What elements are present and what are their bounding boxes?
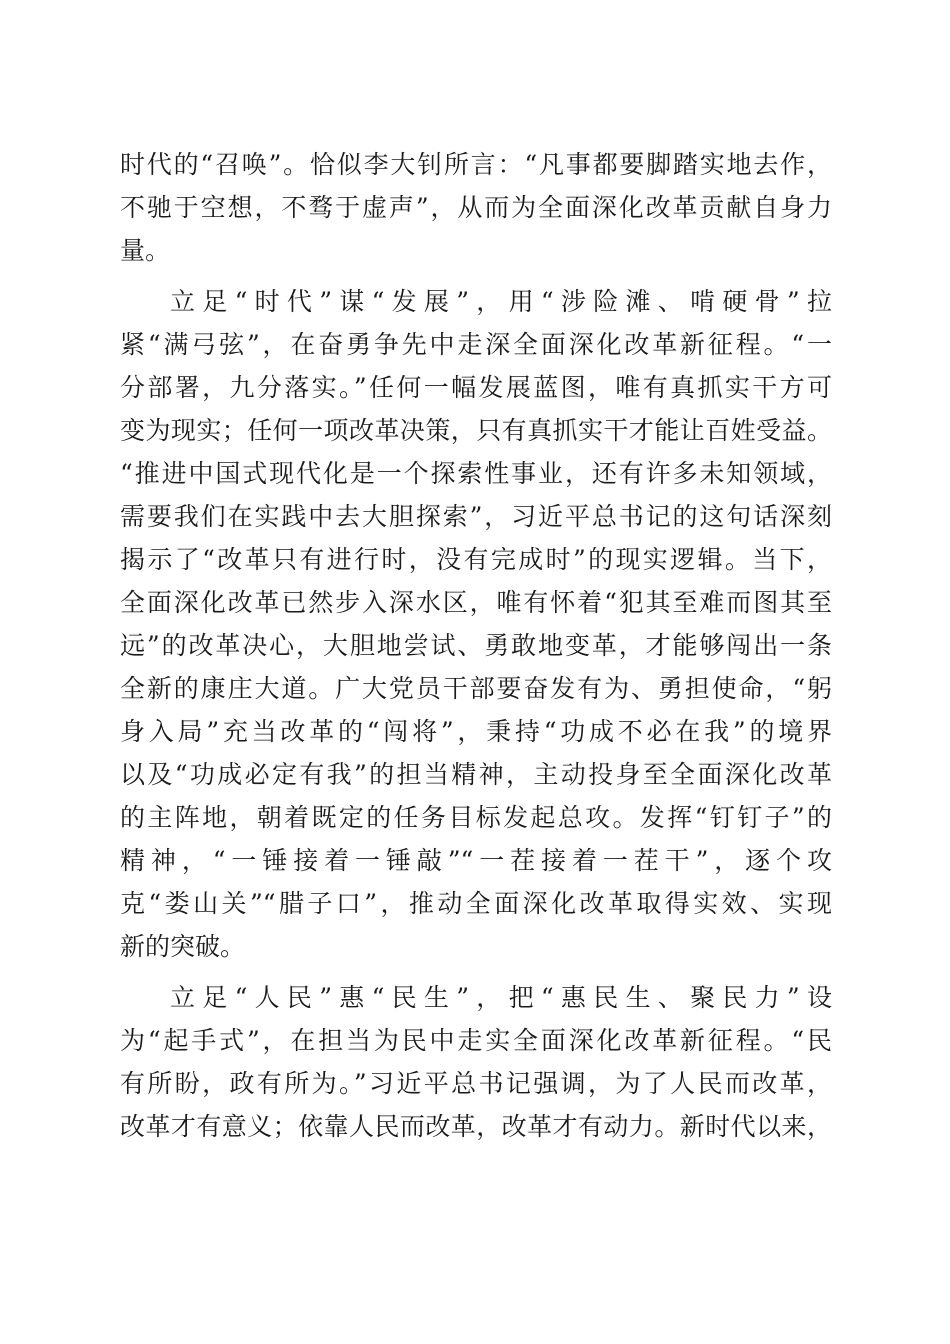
paragraph-first-line: 立足“时代”谋“发展”，用“涉险滩、啃硬骨”拉 — [170, 287, 832, 316]
text-line: 揭示了“改革只有进行时，没有完成时”的现实逻辑。当下， — [120, 545, 832, 574]
text-line: 全新的康庄大道。广大党员干部要奋发有为、勇担使命，“躬 — [120, 674, 832, 703]
text-line: 紧“满弓弦”，在奋勇争先中走深全面深化改革新征程。“一 — [120, 330, 832, 359]
text-line: 不驰于空想，不骛于虚声”，从而为全面深化改革贡献自身力 — [120, 193, 832, 222]
text-line: 精神，“一锤接着一锤敲”“一茬接着一茬干”，逐个攻 — [120, 846, 832, 875]
text-line: 为“起手式”，在担当为民中走实全面深化改革新征程。“民 — [120, 1026, 832, 1055]
text-line: 以及“功成必定有我”的担当精神，主动投身至全面深化改革 — [120, 760, 832, 789]
text-line: 分部署，九分落实。”任何一幅发展蓝图，唯有真抓实干方可 — [120, 373, 832, 402]
text-line: 克“娄山关”“腊子口”，推动全面深化改革取得实效、实现 — [120, 889, 832, 918]
text-line: 量。 — [120, 236, 171, 265]
text-line: 改革才有意义；依靠人民而改革，改革才有动力。新时代以来， — [120, 1112, 832, 1141]
text-line: 有所盼，政有所为。”习近平总书记强调，为了人民而改革， — [120, 1069, 832, 1098]
text-line: 远”的改革决心，大胆地尝试、勇敢地变革，才能够闯出一条 — [120, 631, 832, 660]
text-line: “推进中国式现代化是一个探索性事业，还有许多未知领域， — [120, 459, 832, 488]
text-line: 的主阵地，朝着既定的任务目标发起总攻。发挥“钉钉子”的 — [120, 803, 832, 832]
paragraph-first-line: 立足“人民”惠“民生”，把“惠民生、聚民力”设 — [170, 983, 832, 1012]
text-line: 变为现实；任何一项改革决策，只有真抓实干才能让百姓受益。 — [120, 416, 832, 445]
text-line: 新的突破。 — [120, 932, 246, 961]
text-line: 身入局”充当改革的“闯将”，秉持“功成不必在我”的境界 — [120, 717, 832, 746]
text-line: 需要我们在实践中去大胆探索”，习近平总书记的这句话深刻 — [120, 502, 832, 531]
text-line: 时代的“召唤”。恰似李大钊所言：“凡事都要脚踏实地去作， — [120, 150, 832, 179]
text-line: 全面深化改革已然步入深水区，唯有怀着“犯其至难而图其至 — [120, 588, 832, 617]
